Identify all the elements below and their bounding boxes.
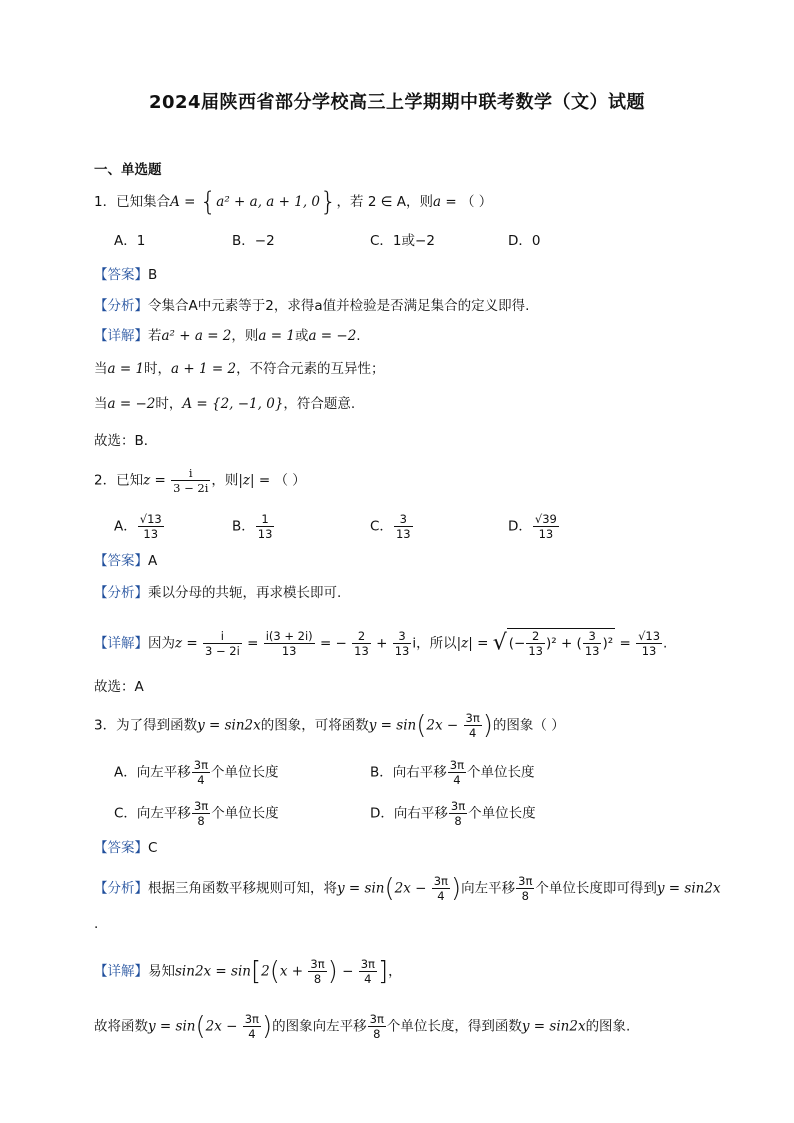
q1-option-b: B．−2	[232, 233, 275, 249]
q2-stem: 2．已知z = $\frac{i}{3 - 2i}$ ，则|z| = （ ）	[94, 466, 306, 495]
q3-answer: 【答案】C	[94, 840, 158, 856]
q1-detail-1: 【详解】若a² + a = 2，则a = 1或a = −2.	[94, 328, 361, 344]
q3-option-b: B．向右平移 $\frac{3\pi}{4}$ 个单位长度	[370, 758, 535, 787]
q1-analysis: 【分析】令集合A中元素等于2，求得a值并检验是否满足集合的定义即得.	[94, 298, 530, 314]
q1-option-a: A．1	[114, 233, 146, 249]
section-heading: 一、单选题	[94, 162, 162, 178]
q3-option-a: A．向左平移 $\frac{3\pi}{4}$ 个单位长度	[114, 758, 279, 787]
q1-stem: 1．已知集合A = {a² + a, a + 1, 0}，若 2 ∈ A，则a = （ ）	[94, 187, 493, 217]
q3-option-c: C．向左平移 $\frac{3\pi}{8}$ 个单位长度	[114, 799, 279, 828]
q3-analysis-end: .	[94, 916, 99, 932]
q2-option-b: B． $\frac{1}{13}$	[232, 512, 273, 541]
q2-option-c: C． $\frac{3}{13}$	[370, 512, 411, 541]
q2-detail: 【详解】因为z = $\frac{i}{3 - 2i}$ = $\frac{i(3 + 2i)}{13}$ = − $\frac{2}{13}$ + $\frac{3}{13}$ i，所以|z| = √ (− $\frac{2}{13}$ )² + ( $\frac{3}{13}$ )² = $\frac{√13}{13}$ .	[94, 629, 668, 658]
q2-option-d: D． $\frac{√39}{13}$	[508, 512, 557, 541]
q3-option-d: D．向右平移 $\frac{3\pi}{8}$ 个单位长度	[370, 799, 536, 828]
q2-choose: 故选：A	[94, 679, 144, 695]
q1-option-d: D．0	[508, 233, 541, 249]
q1-detail-2: 当a = 1时，a + 1 = 2，不符合元素的互异性；	[94, 361, 385, 377]
q2-analysis: 【分析】乘以分母的共轭，再求模长即可.	[94, 585, 342, 601]
q2-answer: 【答案】A	[94, 553, 158, 569]
q3-final: 故将函数y = sin(2x − $\frac{3\pi}{4}$ )的图象向左平移 $\frac{3\pi}{8}$ 个单位长度，得到函数y = sin2x的图象.	[94, 1011, 631, 1042]
q2-option-a: A． $\frac{√13}{13}$	[114, 512, 162, 541]
q3-stem: 3．为了得到函数y = sin2x的图象，可将函数y = sin(2x − $\frac{3\pi}{4}$ )的图象（ ）	[94, 710, 565, 741]
q1-choose: 故选：B．	[94, 433, 158, 449]
page-title: 2024届陕西省部分学校高三上学期期中联考数学（文）试题	[148, 92, 646, 113]
q1-detail-3: 当a = −2时，A = {2, −1, 0}，符合题意.	[94, 396, 356, 412]
q1-answer: 【答案】B	[94, 267, 158, 283]
q3-analysis: 【分析】根据三角函数平移规则可知，将y = sin(2x − $\frac{3\pi}{4}$ )向左平移 $\frac{3\pi}{8}$ 个单位长度即可得到y = sin2x	[94, 873, 721, 904]
q3-detail: 【详解】易知sin2x = sin[2(x + $\frac{3\pi}{8}$ ) − $\frac{3\pi}{4}$ ]，	[94, 956, 402, 987]
q1-option-c: C．1或−2	[370, 233, 435, 249]
